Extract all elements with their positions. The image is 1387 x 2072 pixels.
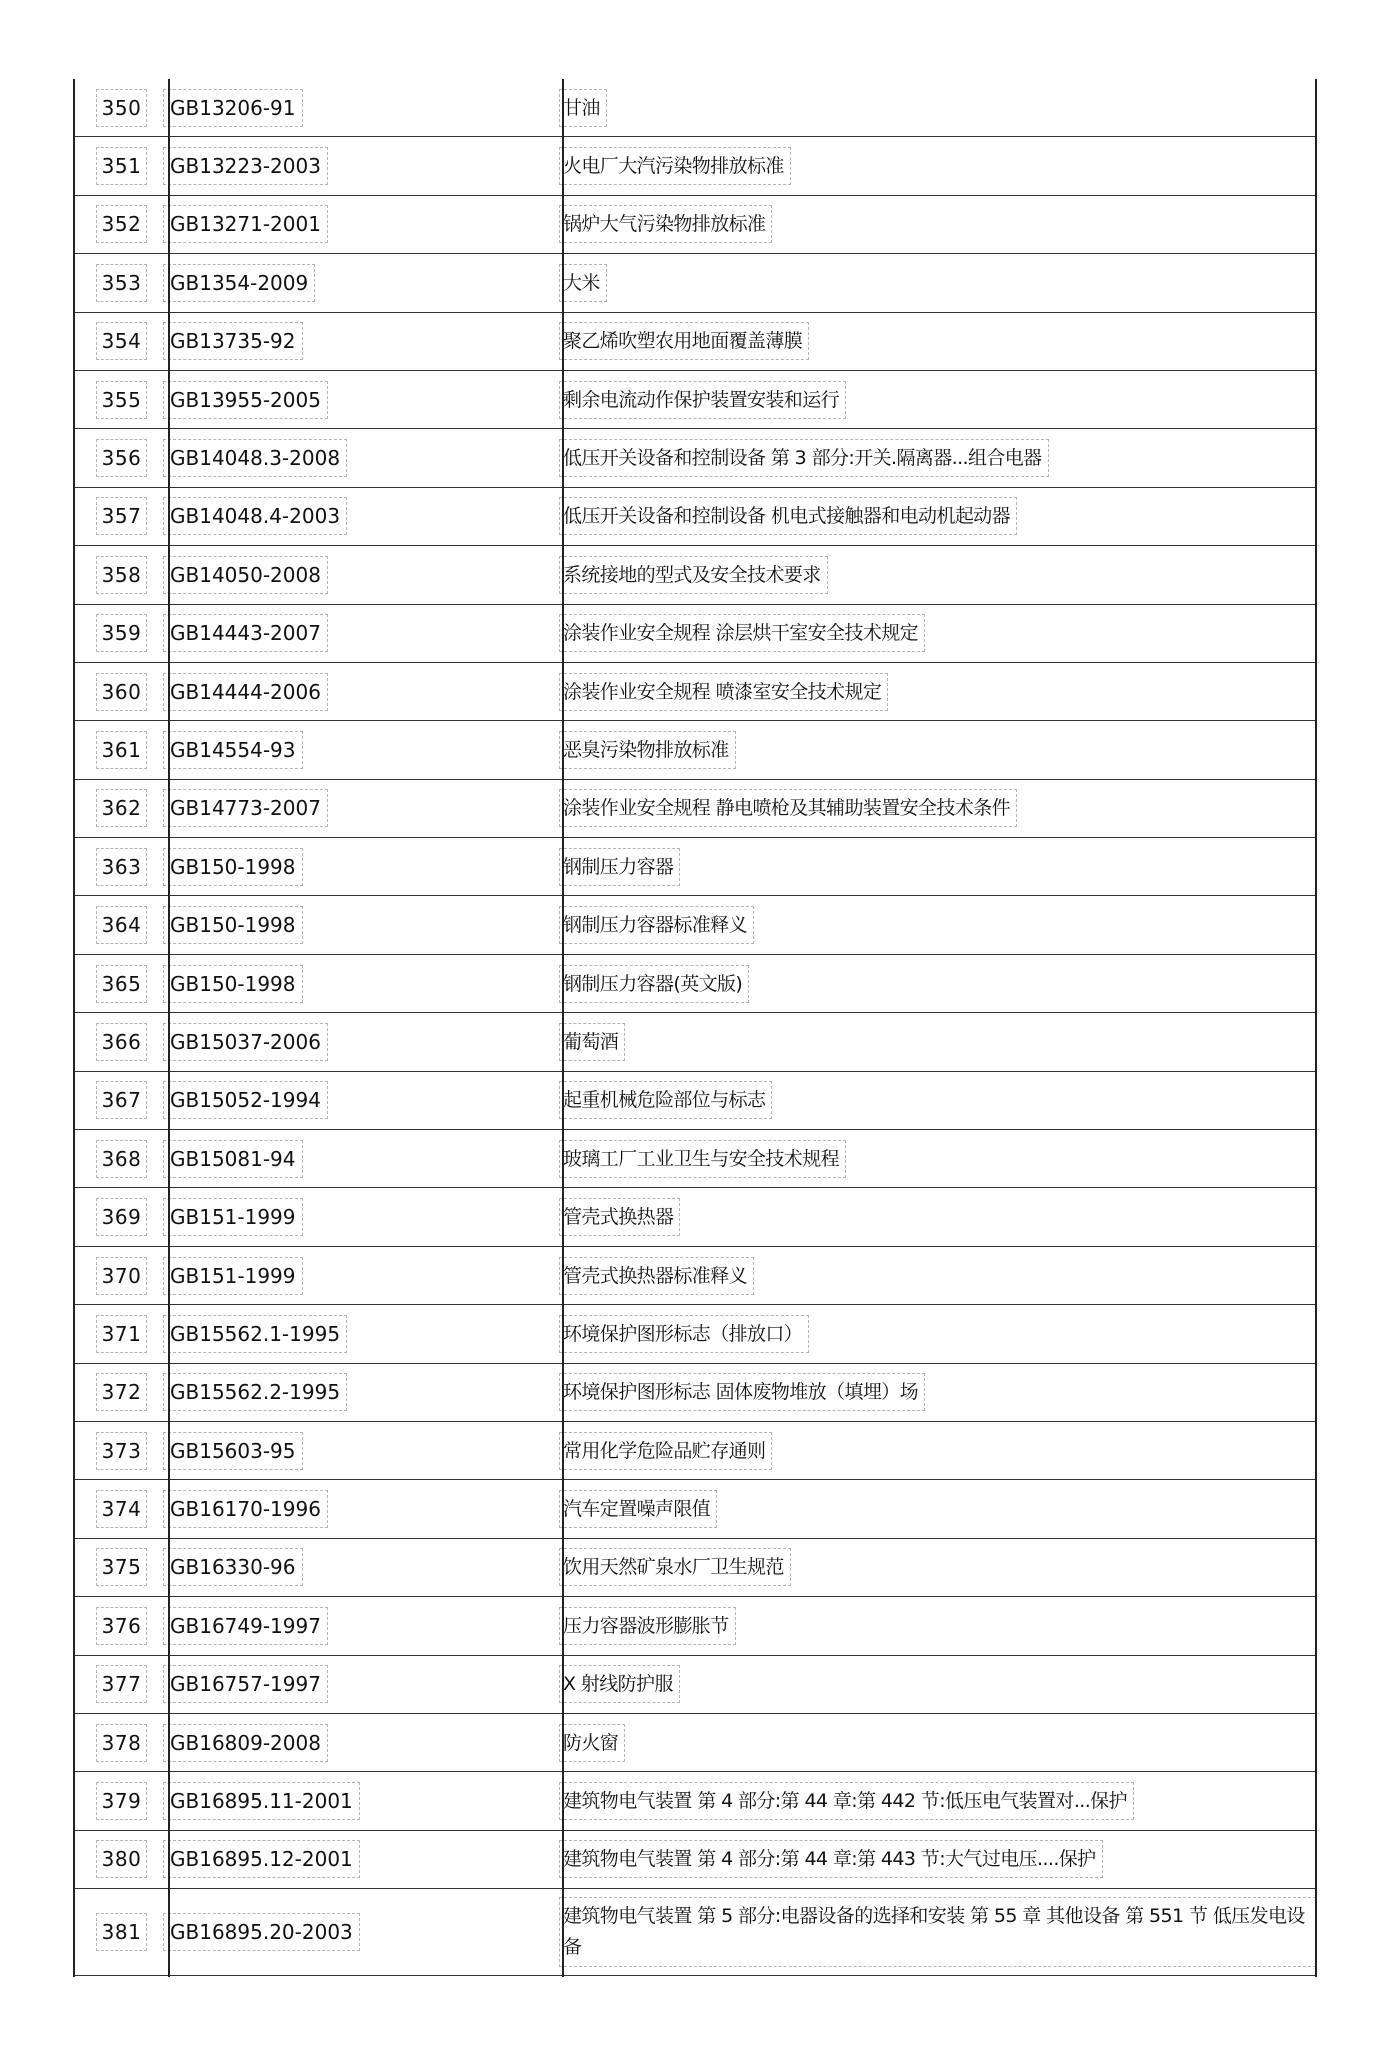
standard-name: 饮用天然矿泉水厂卫生规范 bbox=[559, 1548, 791, 1586]
table-row bbox=[74, 1013, 1316, 1071]
standard-name: 管壳式换热器 bbox=[559, 1198, 680, 1236]
table-row bbox=[74, 1480, 1316, 1538]
cell-number bbox=[74, 1714, 169, 1771]
cell-standard-code bbox=[169, 429, 563, 486]
standard-name: 环境保护图形标志 固体废物堆放（填埋）场 bbox=[559, 1373, 925, 1411]
cell-standard-code bbox=[169, 196, 563, 253]
standard-code: GB16330-96 bbox=[163, 1548, 303, 1586]
table-row bbox=[74, 371, 1316, 429]
cell-number bbox=[74, 1772, 169, 1829]
table-row bbox=[74, 780, 1316, 838]
row-number: 377 bbox=[96, 1665, 148, 1703]
standard-code: GB14554-93 bbox=[163, 731, 303, 769]
cell-number bbox=[74, 1831, 169, 1888]
standard-code: GB15562.1-1995 bbox=[163, 1315, 347, 1353]
standard-name: 火电厂大汽污染物排放标准 bbox=[559, 147, 791, 185]
cell-standard-code bbox=[169, 663, 563, 720]
cell-standard-name bbox=[563, 1539, 1316, 1596]
cell-standard-code bbox=[169, 955, 563, 1012]
row-number: 350 bbox=[96, 89, 148, 127]
standard-name: 建筑物电气装置 第 4 部分:第 44 章:第 443 节:大气过电压....保护 bbox=[559, 1840, 1103, 1878]
cell-standard-name bbox=[563, 955, 1316, 1012]
table-row bbox=[74, 1305, 1316, 1363]
cell-standard-name bbox=[563, 1247, 1316, 1304]
table-left-border bbox=[73, 79, 75, 1977]
cell-standard-name bbox=[563, 196, 1316, 253]
cell-number bbox=[74, 371, 169, 428]
standard-code: GB151-1999 bbox=[163, 1198, 303, 1236]
cell-standard-code bbox=[169, 313, 563, 370]
table-row bbox=[74, 313, 1316, 371]
standard-code: GB16809-2008 bbox=[163, 1724, 328, 1762]
table-row bbox=[74, 488, 1316, 546]
cell-standard-name bbox=[563, 429, 1316, 486]
cell-standard-name bbox=[563, 313, 1316, 370]
table-row bbox=[74, 1364, 1316, 1422]
standard-code: GB150-1998 bbox=[163, 848, 303, 886]
table-row bbox=[74, 663, 1316, 721]
cell-standard-code bbox=[169, 1772, 563, 1829]
cell-standard-name bbox=[563, 1597, 1316, 1654]
standard-code: GB150-1998 bbox=[163, 906, 303, 944]
row-number: 359 bbox=[96, 614, 148, 652]
standard-code: GB14048.3-2008 bbox=[163, 439, 347, 477]
row-number: 354 bbox=[96, 322, 148, 360]
cell-standard-code bbox=[169, 79, 563, 136]
cell-standard-code bbox=[169, 838, 563, 895]
cell-standard-name bbox=[563, 1480, 1316, 1537]
cell-standard-code bbox=[169, 1714, 563, 1771]
cell-standard-name bbox=[563, 896, 1316, 953]
cell-standard-code bbox=[169, 1188, 563, 1245]
cell-standard-code bbox=[169, 1656, 563, 1713]
table-row bbox=[74, 1597, 1316, 1655]
cell-number bbox=[74, 1305, 169, 1362]
standard-code: GB15037-2006 bbox=[163, 1023, 328, 1061]
standard-code: GB14773-2007 bbox=[163, 789, 328, 827]
table-row bbox=[74, 605, 1316, 663]
table-row bbox=[74, 1831, 1316, 1889]
row-number: 370 bbox=[96, 1257, 148, 1295]
standard-name: 起重机械危险部位与标志 bbox=[559, 1081, 772, 1119]
row-number: 365 bbox=[96, 965, 148, 1003]
standard-code: GB16170-1996 bbox=[163, 1490, 328, 1528]
cell-standard-name bbox=[563, 780, 1316, 837]
standard-name: 葡萄酒 bbox=[559, 1023, 625, 1061]
standard-name: 涂装作业安全规程 静电喷枪及其辅助装置安全技术条件 bbox=[559, 789, 1017, 827]
cell-standard-code bbox=[169, 1072, 563, 1129]
standards-table bbox=[74, 79, 1316, 1976]
table-row bbox=[74, 1247, 1316, 1305]
cell-number bbox=[74, 1539, 169, 1596]
row-number: 364 bbox=[96, 906, 148, 944]
cell-standard-name bbox=[563, 79, 1316, 136]
cell-standard-name bbox=[563, 1772, 1316, 1829]
cell-standard-code bbox=[169, 546, 563, 603]
row-number: 351 bbox=[96, 147, 148, 185]
row-number: 367 bbox=[96, 1081, 148, 1119]
standard-name: 玻璃工厂工业卫生与安全技术规程 bbox=[559, 1140, 846, 1178]
standard-code: GB151-1999 bbox=[163, 1257, 303, 1295]
row-number: 360 bbox=[96, 673, 148, 711]
cell-number bbox=[74, 254, 169, 311]
cell-standard-code bbox=[169, 371, 563, 428]
cell-number bbox=[74, 313, 169, 370]
cell-standard-name bbox=[563, 1422, 1316, 1479]
standard-code: GB15603-95 bbox=[163, 1432, 303, 1470]
standard-name: 恶臭污染物排放标准 bbox=[559, 731, 736, 769]
cell-number bbox=[74, 79, 169, 136]
standard-code: GB15562.2-1995 bbox=[163, 1373, 347, 1411]
row-number: 378 bbox=[96, 1724, 148, 1762]
cell-number bbox=[74, 780, 169, 837]
cell-standard-name bbox=[563, 1656, 1316, 1713]
table-row bbox=[74, 1772, 1316, 1830]
standard-name: 涂装作业安全规程 喷漆室安全技术规定 bbox=[559, 673, 888, 711]
cell-standard-name bbox=[563, 371, 1316, 428]
table-row bbox=[74, 1656, 1316, 1714]
cell-standard-name bbox=[563, 1305, 1316, 1362]
row-number: 374 bbox=[96, 1490, 148, 1528]
standard-name: 管壳式换热器标准释义 bbox=[559, 1257, 754, 1295]
standard-code: GB13735-92 bbox=[163, 322, 303, 360]
cell-standard-name bbox=[563, 488, 1316, 545]
row-number: 358 bbox=[96, 556, 148, 594]
cell-number bbox=[74, 1889, 169, 1975]
standard-name: 系统接地的型式及安全技术要求 bbox=[559, 556, 828, 594]
cell-standard-code bbox=[169, 605, 563, 662]
row-number: 368 bbox=[96, 1140, 148, 1178]
table-row bbox=[74, 1130, 1316, 1188]
cell-standard-code bbox=[169, 1364, 563, 1421]
standard-name: 聚乙烯吹塑农用地面覆盖薄膜 bbox=[559, 322, 809, 360]
cell-standard-code bbox=[169, 1539, 563, 1596]
table-row bbox=[74, 955, 1316, 1013]
table-row bbox=[74, 721, 1316, 779]
table-row bbox=[74, 1889, 1316, 1976]
cell-standard-name bbox=[563, 1889, 1316, 1975]
standard-name: 常用化学危险品贮存通则 bbox=[559, 1432, 772, 1470]
cell-number bbox=[74, 429, 169, 486]
standard-name: 大米 bbox=[559, 264, 607, 302]
cell-standard-code bbox=[169, 896, 563, 953]
standard-code: GB15081-94 bbox=[163, 1140, 303, 1178]
cell-number bbox=[74, 488, 169, 545]
cell-number bbox=[74, 1247, 169, 1304]
standard-name: 建筑物电气装置 第 4 部分:第 44 章:第 442 节:低压电气装置对...保护 bbox=[559, 1782, 1134, 1820]
row-number: 352 bbox=[96, 205, 148, 243]
cell-standard-code bbox=[169, 1130, 563, 1187]
standard-code: GB16895.20-2003 bbox=[163, 1913, 360, 1951]
cell-standard-code bbox=[169, 1422, 563, 1479]
cell-standard-code bbox=[169, 780, 563, 837]
row-number: 353 bbox=[96, 264, 148, 302]
cell-number bbox=[74, 1130, 169, 1187]
cell-number bbox=[74, 1188, 169, 1245]
standard-code: GB16895.11-2001 bbox=[163, 1782, 360, 1820]
cell-number bbox=[74, 896, 169, 953]
cell-standard-name bbox=[563, 1072, 1316, 1129]
cell-standard-code bbox=[169, 1305, 563, 1362]
cell-standard-name bbox=[563, 1188, 1316, 1245]
standard-name: 建筑物电气装置 第 5 部分:电器设备的选择和安装 第 55 章 其他设备 第 551 节 低压发电设备 bbox=[559, 1897, 1316, 1967]
standard-name: 剩余电流动作保护装置安装和运行 bbox=[559, 381, 846, 419]
row-number: 376 bbox=[96, 1607, 148, 1645]
cell-number bbox=[74, 1656, 169, 1713]
table-row bbox=[74, 137, 1316, 195]
cell-standard-name bbox=[563, 1364, 1316, 1421]
column-divider-1 bbox=[168, 79, 170, 1977]
cell-number bbox=[74, 196, 169, 253]
row-number: 371 bbox=[96, 1315, 148, 1353]
standard-code: GB14443-2007 bbox=[163, 614, 328, 652]
row-number: 366 bbox=[96, 1023, 148, 1061]
standard-code: GB16895.12-2001 bbox=[163, 1840, 360, 1878]
cell-number bbox=[74, 1480, 169, 1537]
cell-standard-name bbox=[563, 1831, 1316, 1888]
cell-standard-code bbox=[169, 488, 563, 545]
cell-standard-code bbox=[169, 1247, 563, 1304]
cell-standard-name bbox=[563, 1714, 1316, 1771]
row-number: 372 bbox=[96, 1373, 148, 1411]
cell-number bbox=[74, 663, 169, 720]
standard-name: 防火窗 bbox=[559, 1724, 625, 1762]
cell-standard-name bbox=[563, 605, 1316, 662]
standard-code: GB13955-2005 bbox=[163, 381, 328, 419]
cell-number bbox=[74, 955, 169, 1012]
standard-code: GB15052-1994 bbox=[163, 1081, 328, 1119]
cell-standard-code bbox=[169, 137, 563, 194]
cell-standard-name bbox=[563, 663, 1316, 720]
row-number: 362 bbox=[96, 789, 148, 827]
cell-number bbox=[74, 546, 169, 603]
row-number: 363 bbox=[96, 848, 148, 886]
standard-code: GB1354-2009 bbox=[163, 264, 315, 302]
standard-name: 汽车定置噪声限值 bbox=[559, 1490, 717, 1528]
standard-name: 压力容器波形膨胀节 bbox=[559, 1607, 736, 1645]
standard-name: 锅炉大气污染物排放标准 bbox=[559, 205, 772, 243]
standard-code: GB14050-2008 bbox=[163, 556, 328, 594]
row-number: 369 bbox=[96, 1198, 148, 1236]
table-row bbox=[74, 1539, 1316, 1597]
row-number: 375 bbox=[96, 1548, 148, 1586]
standard-code: GB14048.4-2003 bbox=[163, 497, 347, 535]
standard-code: GB14444-2006 bbox=[163, 673, 328, 711]
cell-standard-code bbox=[169, 721, 563, 778]
cell-standard-code bbox=[169, 254, 563, 311]
standard-name: 涂装作业安全规程 涂层烘干室安全技术规定 bbox=[559, 614, 925, 652]
cell-number bbox=[74, 137, 169, 194]
standard-name: X 射线防护服 bbox=[559, 1665, 680, 1703]
cell-number bbox=[74, 1364, 169, 1421]
cell-standard-name bbox=[563, 838, 1316, 895]
row-number: 355 bbox=[96, 381, 148, 419]
table-row bbox=[74, 1072, 1316, 1130]
cell-standard-name bbox=[563, 721, 1316, 778]
cell-standard-code bbox=[169, 1831, 563, 1888]
cell-number bbox=[74, 1072, 169, 1129]
row-number: 379 bbox=[96, 1782, 148, 1820]
table-row bbox=[74, 1422, 1316, 1480]
standard-code: GB13271-2001 bbox=[163, 205, 328, 243]
standard-code: GB16757-1997 bbox=[163, 1665, 328, 1703]
standard-name: 钢制压力容器 bbox=[559, 848, 680, 886]
cell-standard-code bbox=[169, 1013, 563, 1070]
cell-standard-name bbox=[563, 137, 1316, 194]
table-row bbox=[74, 896, 1316, 954]
table-row bbox=[74, 429, 1316, 487]
cell-standard-code bbox=[169, 1597, 563, 1654]
cell-standard-name bbox=[563, 1130, 1316, 1187]
table-row bbox=[74, 1188, 1316, 1246]
row-number: 361 bbox=[96, 731, 148, 769]
row-number: 357 bbox=[96, 497, 148, 535]
standard-code: GB13206-91 bbox=[163, 89, 303, 127]
table-row bbox=[74, 196, 1316, 254]
standard-name: 甘油 bbox=[559, 89, 607, 127]
standard-name: 低压开关设备和控制设备 第 3 部分:开关.隔离器...组合电器 bbox=[559, 439, 1049, 477]
cell-standard-name bbox=[563, 254, 1316, 311]
standard-name: 环境保护图形标志（排放口） bbox=[559, 1315, 809, 1353]
cell-number bbox=[74, 1597, 169, 1654]
row-number: 381 bbox=[96, 1913, 148, 1951]
table-row bbox=[74, 838, 1316, 896]
cell-number bbox=[74, 1013, 169, 1070]
column-divider-2 bbox=[562, 79, 564, 1977]
standard-code: GB16749-1997 bbox=[163, 1607, 328, 1645]
standard-name: 钢制压力容器标准释义 bbox=[559, 906, 754, 944]
row-number: 356 bbox=[96, 439, 148, 477]
table-row bbox=[74, 254, 1316, 312]
table-row bbox=[74, 1714, 1316, 1772]
cell-number bbox=[74, 838, 169, 895]
standard-name: 低压开关设备和控制设备 机电式接触器和电动机起动器 bbox=[559, 497, 1017, 535]
table-row bbox=[74, 79, 1316, 137]
cell-standard-name bbox=[563, 1013, 1316, 1070]
standard-code: GB150-1998 bbox=[163, 965, 303, 1003]
cell-standard-code bbox=[169, 1480, 563, 1537]
cell-standard-name bbox=[563, 546, 1316, 603]
cell-number bbox=[74, 721, 169, 778]
table-right-border bbox=[1315, 79, 1317, 1977]
cell-number bbox=[74, 1422, 169, 1479]
cell-standard-code bbox=[169, 1889, 563, 1975]
row-number: 373 bbox=[96, 1432, 148, 1470]
row-number: 380 bbox=[96, 1840, 148, 1878]
standard-code: GB13223-2003 bbox=[163, 147, 328, 185]
cell-number bbox=[74, 605, 169, 662]
table-row bbox=[74, 546, 1316, 604]
standard-name: 钢制压力容器(英文版) bbox=[559, 965, 749, 1003]
